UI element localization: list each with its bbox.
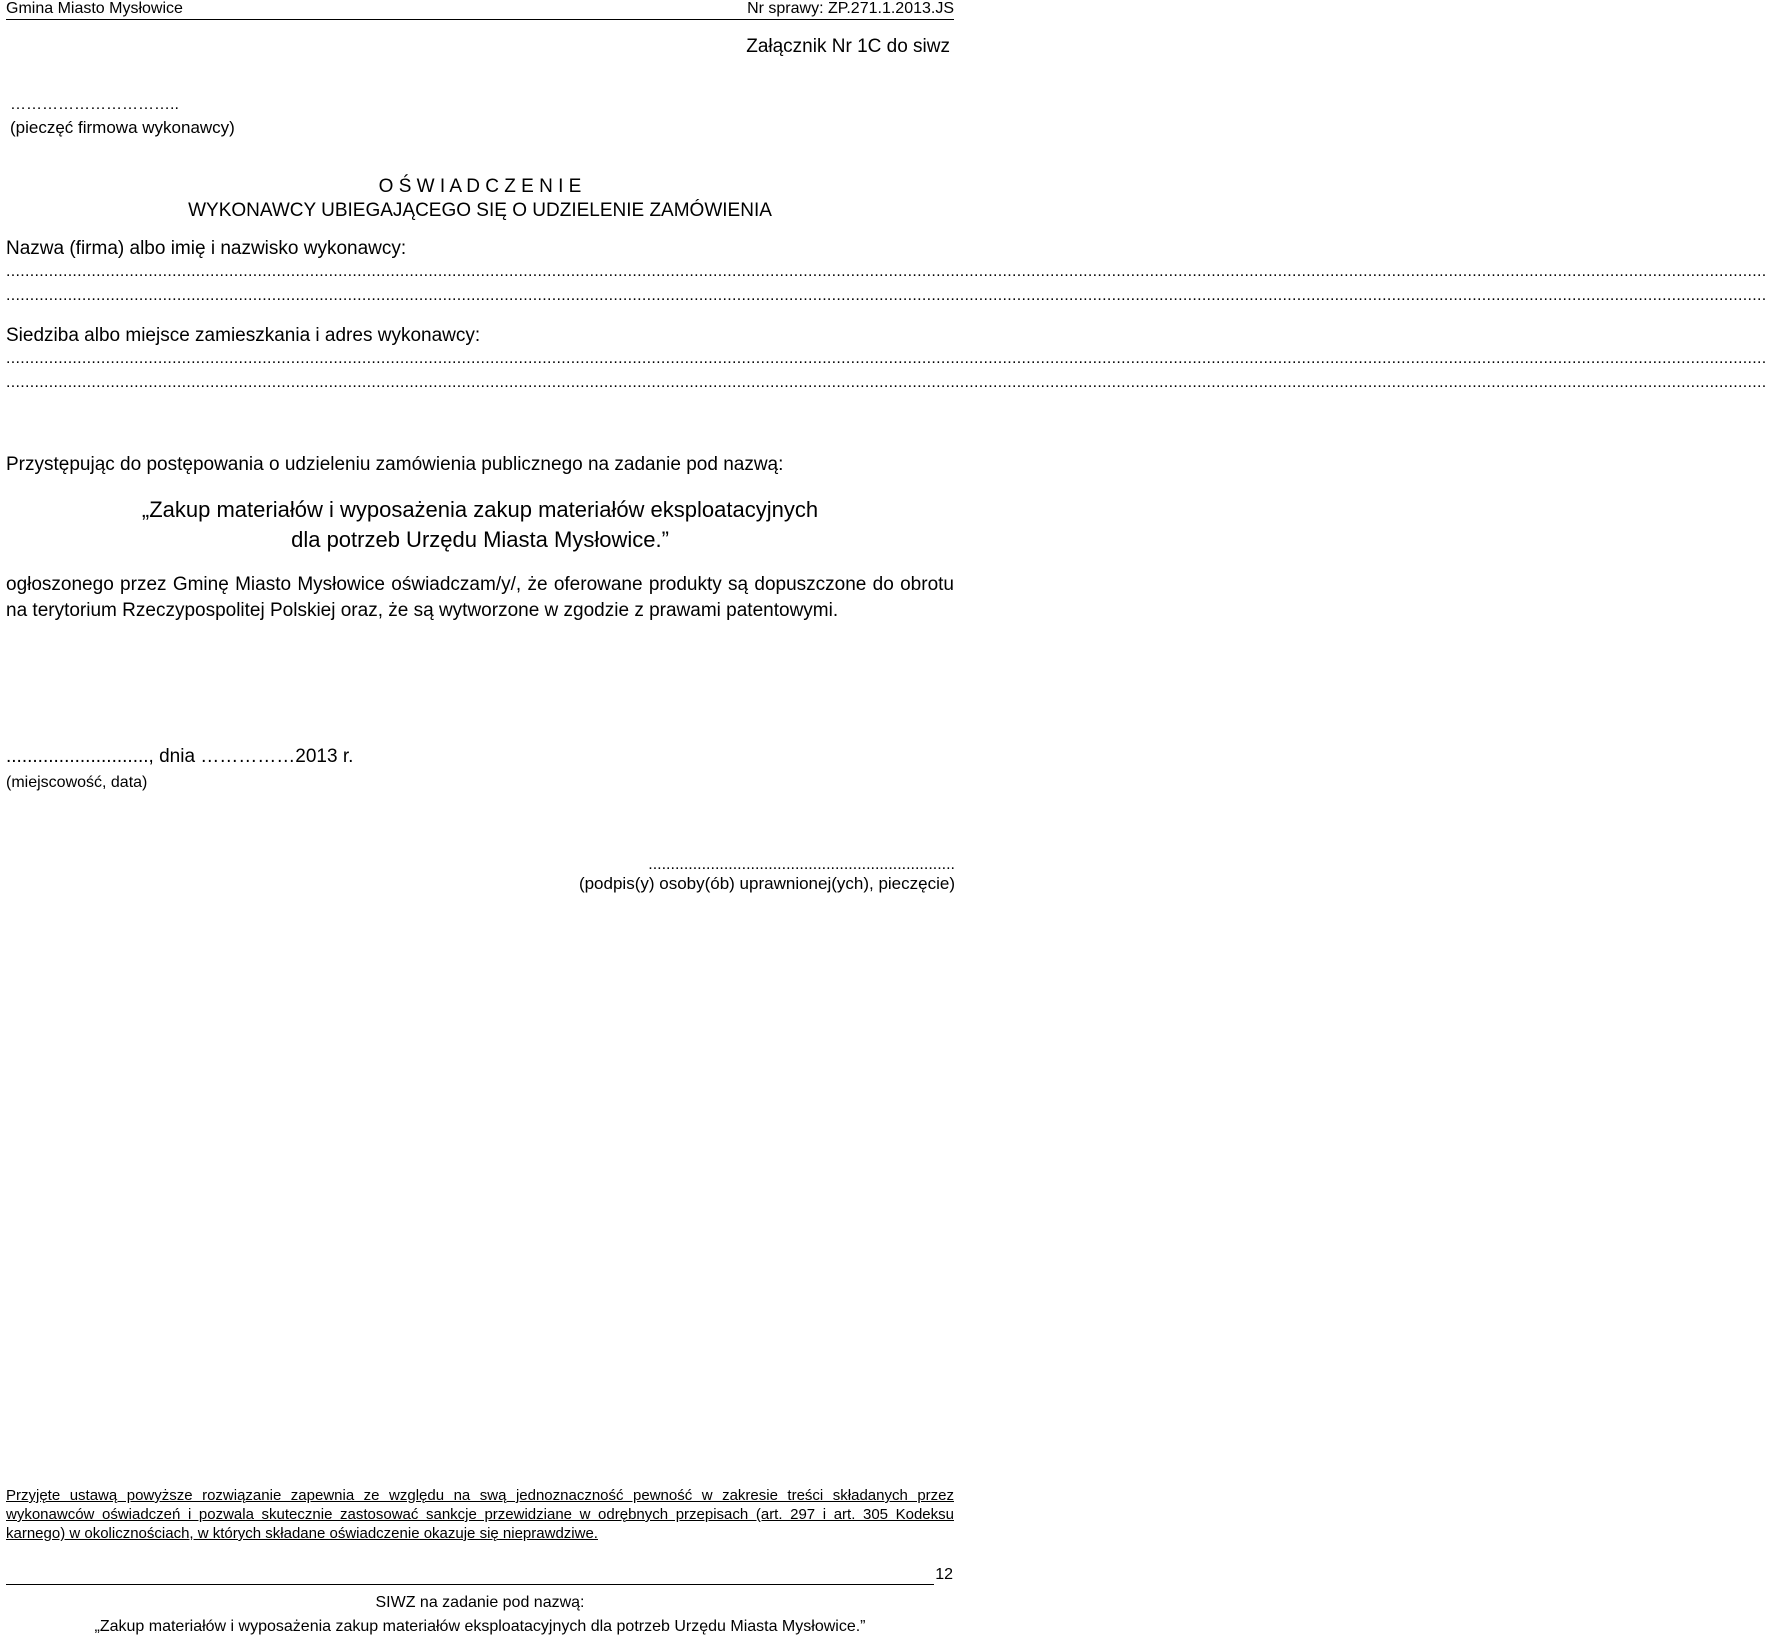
footer-line-1: SIWZ na zadanie pod nazwą: — [375, 1594, 585, 1611]
signature-placeholder[interactable]: ..................................................................... — [648, 856, 955, 873]
contractor-name-line-2[interactable]: ................................................................................................................................................................................................................................................................................................................................................................................... — [6, 287, 1767, 304]
footer-line-2: „Zakup materiałów i wyposażenia zakup materiałów eksploatacyjnych dla potrzeb Urzędu Miasta Mysłowice.” — [94, 1618, 866, 1635]
contractor-address-label: Siedziba albo miejsce zamieszkania i adres wykonawcy: — [6, 325, 481, 346]
subject-line-1: „Zakup materiałów i wyposażenia zakup materiałów eksploatacyjnych — [141, 497, 819, 522]
document-subtitle: WYKONAWCY UBIEGAJĄCEGO SIĘ O UDZIELENIE ZAMÓWIENIA — [188, 200, 772, 221]
document-title: O Ś W I A D C Z E N I E — [378, 176, 582, 197]
footer-divider — [6, 1584, 934, 1585]
contractor-address-line-2[interactable]: ................................................................................................................................................................................................................................................................................................................................................................................... — [6, 374, 1767, 391]
contractor-name-line-1[interactable]: ................................................................................................................................................................................................................................................................................................................................................................................... — [6, 263, 1767, 280]
signature-caption: (podpis(y) osoby(ób) uprawnionej(ych), pieczęcie) — [578, 874, 955, 893]
place-date-field[interactable]: ..........................., dnia ……………2013 r. — [6, 746, 354, 767]
annex-label: Załącznik Nr 1C do siwz — [746, 36, 950, 57]
subject-line-2: dla potrzeb Urzędu Miasta Mysłowice.” — [291, 527, 669, 552]
stamp-caption: (pieczęć firmowa wykonawcy) — [10, 118, 235, 137]
declaration-paragraph: ogłoszonego przez Gminę Miasto Mysłowice oświadczam/y/, że oferowane produkty są dopuszczone do obrotu na terytorium Rzeczypospolitej Polskiej oraz, że są wytworzone w zgodzie z prawami patentowymi. — [6, 574, 954, 621]
header-divider — [6, 19, 954, 20]
intro-text: Przystępując do postępowania o udzieleniu zamówienia publicznego na zadanie pod nazwą: — [6, 454, 784, 475]
stamp-placeholder: ………………………….. — [10, 96, 179, 113]
page-number: 12 — [935, 1566, 953, 1583]
header-institution: Gmina Miasto Mysłowice — [6, 0, 183, 17]
legal-note: Przyjęte ustawą powyższe rozwiązanie zapewnia ze względu na swą jednoznaczność pewność w zakresie treści składanych przez wykonawców oświadczeń i pozwala skutecznie zastosować sankcje przewidziane w odrębnych przepisach (art. 297 i art. 305 Kodeksu karnego) w okolicznościach, w których składane oświadczenie okazuje się nieprawdziwe. — [6, 1487, 954, 1542]
contractor-name-label: Nazwa (firma) albo imię i nazwisko wykonawcy: — [6, 238, 407, 259]
contractor-address-line-1[interactable]: ................................................................................................................................................................................................................................................................................................................................................................................... — [6, 350, 1767, 367]
place-date-caption: (miejscowość, data) — [6, 774, 148, 791]
header-case-number: Nr sprawy: ZP.271.1.2013.JS — [747, 0, 954, 17]
